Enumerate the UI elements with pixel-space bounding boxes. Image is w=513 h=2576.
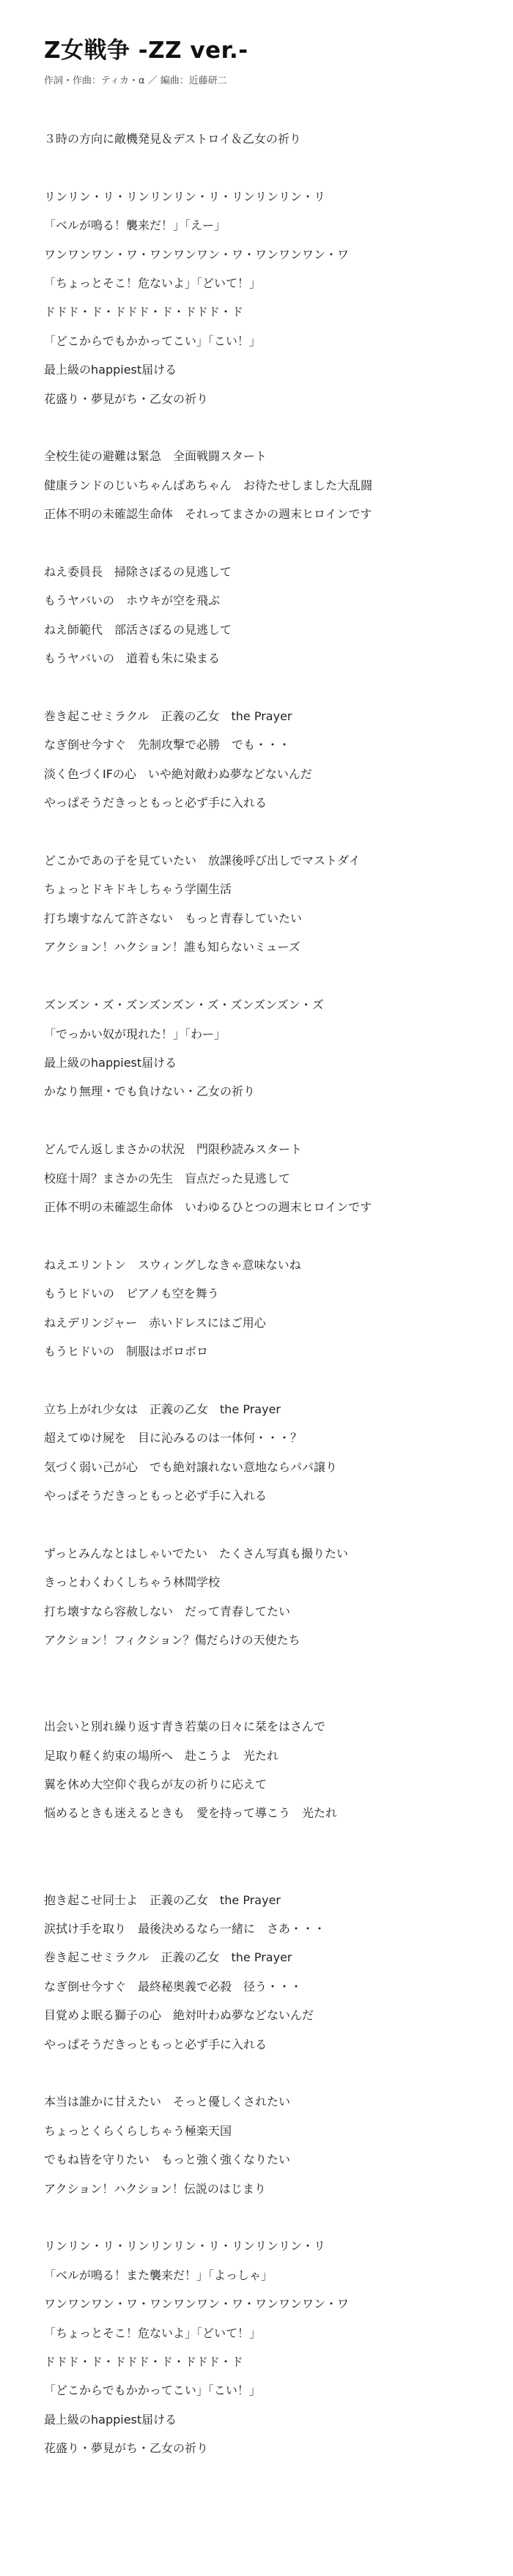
lyric-line: 悩めるときも迷えるときも 愛を持って導こう 光たれ <box>44 1806 338 1821</box>
lyric-line: リンリン・リ・リンリンリン・リ・リンリンリン・リ <box>44 189 326 204</box>
lyric-line: アクション！フィクション？傷だらけの天使たち <box>44 1632 300 1647</box>
lyric-line: 気づく弱い己が心 でも絶対譲れない意地ならパパ譲り <box>44 1459 338 1474</box>
lyric-line: ねえデリンジャー 赤いドレスにはご用心 <box>44 1315 266 1330</box>
lyric-line: 打ち壊すなら容赦しない だって青春してたい <box>44 1604 291 1618</box>
lyrics-stanza <box>44 558 469 673</box>
lyrics-body <box>44 125 469 2463</box>
lyric-line: 「ちょっとそこ！危ないよ」「どいて！」 <box>44 276 262 291</box>
lyric-line: なぎ倒せ今すぐ 最終秘奥義で必殺 径う・・・ <box>44 1979 303 1994</box>
lyrics-stanza <box>44 702 469 818</box>
lyric-line: ドドド・ド・ドドド・ド・ドドド・ド <box>44 305 244 319</box>
lyric-line: アクション！ハクション！誰も知らないミューズ <box>44 940 300 955</box>
lyric-line: アクション！ハクション！伝説のはじまり <box>44 2181 266 2196</box>
lyric-line: 「ベルが鳴る！襲来だ！」「えー」 <box>44 218 226 233</box>
lyrics-stanza <box>44 1251 469 1366</box>
lyric-line: 「ベルが鳴る！また襲来だ！」「よっしゃ」 <box>44 2268 273 2282</box>
song-credits: 作詞・作曲：ティカ・α ／ 編曲：近藤研二 <box>44 75 227 86</box>
lyric-line: もうヤバいの 道着も朱に染まる <box>44 651 221 666</box>
lyric-line: もうヤバいの ホウキが空を飛ぶ <box>44 593 221 608</box>
lyric-line: リンリン・リ・リンリンリン・リ・リンリンリン・リ <box>44 2239 326 2254</box>
lyric-line: 涙拭け手を取り 最後決めるなら一緒に さあ・・・ <box>44 1922 326 1936</box>
lyric-line: ワンワンワン・ワ・ワンワンワン・ワ・ワンワンワン・ワ <box>44 247 350 262</box>
lyric-line: なぎ倒せ今すぐ 先制攻撃で必勝 でも・・・ <box>44 738 291 752</box>
lyrics-stanza <box>44 991 469 1106</box>
lyrics-stanza <box>44 846 469 962</box>
lyric-line: 立ち上がれ少女は 正義の乙女 the Prayer <box>44 1402 281 1416</box>
lyrics-stanza <box>44 442 469 528</box>
lyric-line: 花盛り・夢見がち・乙女の祈り <box>44 2441 209 2456</box>
lyrics-stanza <box>44 125 469 153</box>
lyric-line: 正体不明の未確認生命体 いわゆるひとつの週末ヒロインです <box>44 1199 372 1214</box>
lyrics-stanza <box>44 1712 469 1828</box>
lyric-line: 「どこからでもかかってこい」「こい！」 <box>44 333 261 348</box>
lyrics-stanza <box>44 2087 469 2203</box>
lyric-line: もうヒドいの 制服はボロボロ <box>44 1344 209 1358</box>
song-title: Z女戦争 -ZZ ver.- <box>44 37 248 64</box>
lyric-line: ワンワンワン・ワ・ワンワンワン・ワ・ワンワンワン・ワ <box>44 2297 350 2312</box>
lyric-line: 目覚めよ眠る獅子の心 絶対叶わぬ夢などないんだ <box>44 2008 314 2023</box>
lyric-line: 本当は誰かに甘えたい そっと優しくされたい <box>44 2095 291 2109</box>
lyric-line: 健康ランドのじいちゃんばあちゃん お待たせしました大乱闘 <box>44 478 373 492</box>
lyric-line: 校庭十周？まさかの先生 盲点だった見逃して <box>44 1171 291 1185</box>
lyrics-stanza <box>44 1395 469 1511</box>
lyric-line: ねえ委員長 掃除さぼるの見逃して <box>44 565 232 580</box>
lyric-line: 「でっかい奴が現れた！」「わー」 <box>44 1026 226 1041</box>
lyric-line: 全校生徒の避難は緊急 全面戦闘スタート <box>44 449 267 464</box>
lyric-line: やっぱそうだきっともっと必ず手に入れる <box>44 796 267 810</box>
lyrics-stanza <box>44 1135 469 1221</box>
lyrics-stanza <box>44 2232 469 2462</box>
lyric-line: ねえエリントン スウィングしなきゃ意味ないね <box>44 1257 301 1272</box>
lyric-line: 巻き起こせミラクル 正義の乙女 the Prayer <box>44 709 292 724</box>
lyric-line: ３時の方向に敵機発見＆デストロイ＆乙女の祈り <box>44 132 301 146</box>
lyric-line: 抱き起こせ同士よ 正義の乙女 the Prayer <box>44 1892 281 1907</box>
lyric-line: 最上級のhappiest届ける <box>44 1055 177 1070</box>
lyric-line: やっぱそうだきっともっと必ず手に入れる <box>44 2037 267 2051</box>
lyric-line: やっぱそうだきっともっと必ず手に入れる <box>44 1488 267 1503</box>
lyric-line: 足取り軽く約束の場所へ 赴こうよ 光たれ <box>44 1748 279 1763</box>
lyric-line: ドドド・ド・ドドド・ド・ドドド・ド <box>44 2355 244 2369</box>
lyric-line: 超えてゆけ屍を 目に沁みるのは一体何・・・？ <box>44 1431 303 1446</box>
lyrics-stanza <box>44 182 469 413</box>
lyric-line: ねえ師範代 部活さぼるの見逃して <box>44 622 232 637</box>
lyric-line: どこかであの子を見ていたい 放課後呼び出しでマストダイ <box>44 854 361 868</box>
lyric-line: 打ち壊すなんて許さない もっと青春していたい <box>44 911 303 925</box>
lyric-line: でもね皆を守りたい もっと強く強くなりたい <box>44 2153 291 2167</box>
lyric-line: 花盛り・夢見がち・乙女の祈り <box>44 391 209 406</box>
lyric-line: 「どこからでもかかってこい」「こい！」 <box>44 2383 261 2398</box>
lyric-line: ちょっとくらくらしちゃう極楽天国 <box>44 2123 232 2138</box>
lyric-line: 淡く色づくIFの心 いや絶対敵わぬ夢などないんだ <box>44 766 312 781</box>
lyric-line: 正体不明の未確認生命体 それってまさかの週末ヒロインです <box>44 507 372 522</box>
lyric-line: 最上級のhappiest届ける <box>44 2412 177 2427</box>
lyrics-stanza <box>44 1886 469 2059</box>
lyric-line: 「ちょっとそこ！危ないよ」「どいて！」 <box>44 2325 262 2340</box>
lyric-line: もうヒドいの ピアノも空を舞う <box>44 1287 219 1301</box>
lyric-line: きっとわくわくしちゃう林間学校 <box>44 1575 221 1590</box>
lyric-line: 翼を休め大空仰ぐ我らが友の祈りに応えて <box>44 1777 267 1791</box>
lyric-line: ずっとみんなとはしゃいでたい たくさん写真も撮りたい <box>44 1546 349 1561</box>
lyric-line: かなり無理・でも負けない・乙女の祈り <box>44 1084 256 1099</box>
lyric-line: 最上級のhappiest届ける <box>44 363 177 377</box>
lyric-line: ズンズン・ズ・ズンズンズン・ズ・ズンズンズン・ズ <box>44 998 324 1013</box>
lyrics-stanza <box>44 1539 469 1655</box>
lyric-line: どんでん返しまさかの状況 門限秒読みスタート <box>44 1142 303 1157</box>
lyric-line: 出会いと別れ繰り返す青き若葉の日々に栞をはさんで <box>44 1720 326 1734</box>
lyric-line: ちょっとドキドキしちゃう学園生活 <box>44 882 232 897</box>
lyric-line: 巻き起こせミラクル 正義の乙女 the Prayer <box>44 1950 292 1965</box>
